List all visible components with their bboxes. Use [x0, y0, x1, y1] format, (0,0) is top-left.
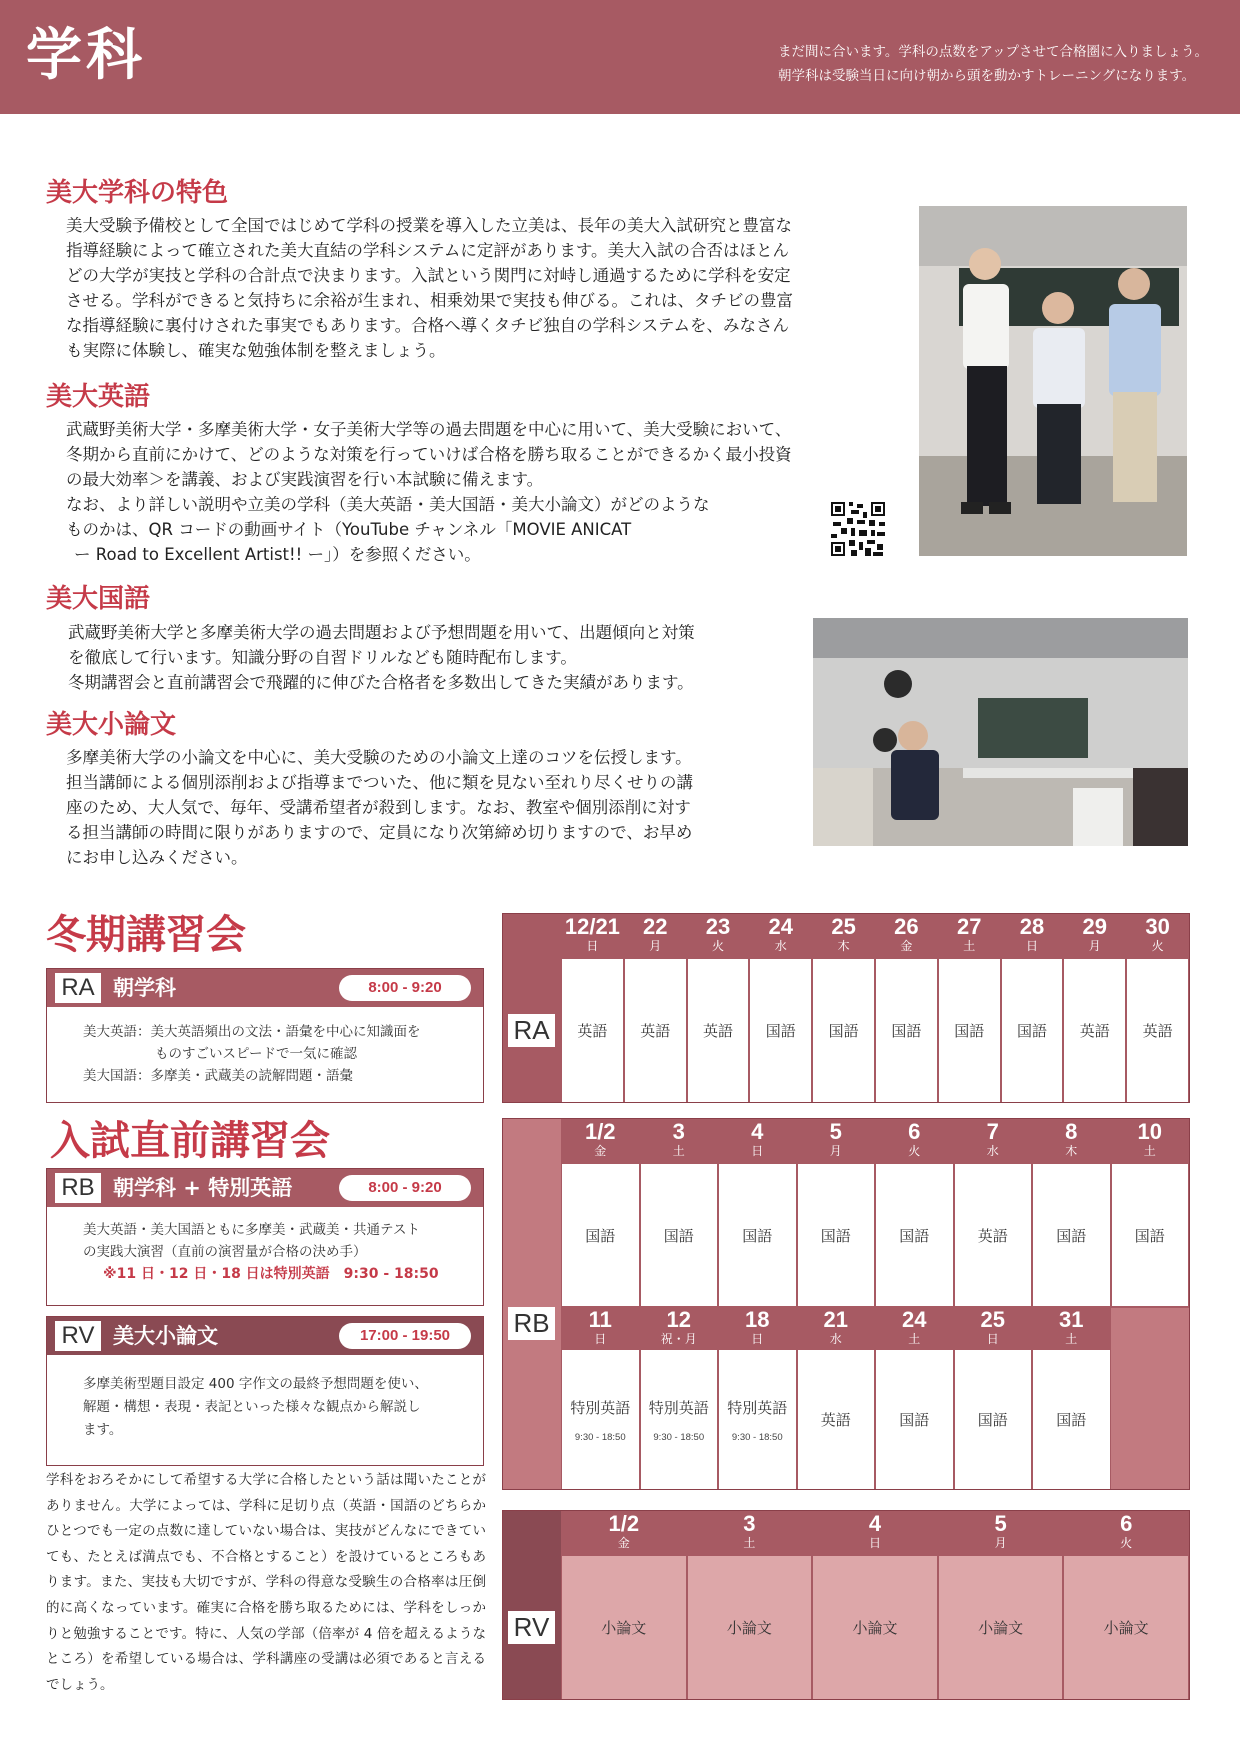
desc-text: 美大英語頻出の文法・語彙を中心に知識面を [150, 1024, 421, 1040]
subject-label: 国語 [742, 1226, 773, 1245]
pre-exam-title: 入試直前講習会 [50, 1118, 330, 1164]
subject-cell [876, 959, 937, 1102]
page-title: 学科 [26, 23, 146, 88]
subject-label: 国語 [899, 1226, 930, 1245]
subject-cell [1033, 1350, 1110, 1489]
subject-cell [562, 959, 623, 1102]
subject-label: 国語 [899, 1411, 930, 1429]
desc-text: 多摩美術型題目設定 400 字作文の最終予想問題を使い、 [83, 1376, 428, 1392]
desc-label: 美大国語： [83, 1068, 151, 1084]
desc-text: 多摩美・武蔵美の読解問題・語彙 [150, 1068, 353, 1084]
weekday: 月 [1088, 939, 1101, 953]
date-header [561, 1120, 640, 1164]
weekday: 金 [900, 939, 913, 953]
text-line: 美大受験予備校として全国ではじめて学科の授業を導入した立美は、長年の美大入試研究と豊富な [66, 216, 792, 235]
date-header [938, 1512, 1064, 1556]
weekday: 金 [594, 1144, 607, 1158]
subject-label: 英語 [820, 1411, 851, 1429]
date-header [687, 1512, 813, 1556]
subject-cell [939, 1556, 1063, 1699]
english-title: 美大英語 [46, 382, 151, 412]
weekday: 水 [774, 939, 787, 953]
date-header [561, 1512, 687, 1556]
weekday: 火 [908, 1144, 921, 1158]
date-number: 5 [829, 1119, 842, 1144]
subject-cell [798, 1350, 875, 1489]
date-number: 3 [672, 1119, 685, 1144]
course-name: 朝学科 + 特別英語 [113, 1176, 293, 1200]
weekday: 土 [743, 1536, 756, 1550]
weekday: 日 [1025, 939, 1038, 953]
weekday: 金 [617, 1536, 630, 1550]
subject-cell [562, 1164, 639, 1306]
subject-cell [1033, 1164, 1110, 1306]
weekday: 月 [649, 939, 662, 953]
desc-text: ます。 [83, 1422, 123, 1438]
text-line: も実際に体験し、確実な勉強体制を整えましょう。 [66, 341, 446, 360]
weekday: 日 [868, 1536, 881, 1550]
date-header [938, 915, 1001, 959]
weekday: 日 [751, 1144, 764, 1158]
intro-line: 朝学科は受験当日に向け朝から頭を動かすトレーニングになります。 [778, 68, 1196, 84]
course-code: RV [55, 1321, 101, 1351]
subject-cell [688, 959, 749, 1102]
empty-cell [1111, 1308, 1190, 1489]
course-desc [47, 1007, 483, 1095]
schedule-side [503, 1119, 561, 1489]
date-number: 25 [831, 914, 856, 939]
subject-cell [813, 1556, 937, 1699]
date-number: 5 [994, 1511, 1007, 1536]
date-header [561, 915, 624, 959]
course-bar [47, 1169, 483, 1207]
winter-title: 冬期講習会 [46, 912, 246, 958]
date-number: 31 [1059, 1307, 1084, 1332]
desc-text: 解題・構想・表現・表記といった様々な観点から解説し [83, 1399, 421, 1415]
date-header [1001, 915, 1064, 959]
date-number: 7 [986, 1119, 999, 1144]
text-line: なお、より詳しい説明や立美の学科（美大英語・美大国語・美大小論文）がどのような [66, 495, 710, 514]
text-line: 担当講師による個別添削および指導までついた、他に類を見ない至れり尽くせりの講 [66, 773, 693, 792]
date-number: 27 [956, 914, 982, 939]
subject-label: 英語 [1079, 1022, 1110, 1040]
course-name: 美大小論文 [113, 1324, 218, 1348]
subject-cell [1064, 959, 1125, 1102]
desc-text: 美大英語・美大国語ともに多摩美・武蔵美・共通テスト [83, 1222, 420, 1238]
date-header [875, 915, 938, 959]
subject-cell [641, 1350, 718, 1489]
date-number: 24 [902, 1307, 927, 1332]
date-header [875, 1308, 954, 1350]
subject-cell [876, 1164, 953, 1306]
date-header [640, 1308, 719, 1350]
subject-cell [641, 1164, 718, 1306]
weekday: 月 [829, 1144, 842, 1158]
date-number: 29 [1082, 914, 1108, 939]
date-header [1063, 915, 1126, 959]
date-number: 6 [908, 1119, 921, 1144]
date-number: 28 [1019, 914, 1045, 939]
subject-cell [750, 959, 811, 1102]
text-line: 武蔵野美術大学と多摩美術大学の過去問題および予想問題を用いて、出題傾向と対策 [68, 623, 695, 642]
feature-title: 美大学科の特色 [46, 178, 229, 208]
subject-label: 国語 [1056, 1411, 1087, 1429]
date-header [718, 1308, 797, 1350]
date-number: 30 [1145, 914, 1170, 939]
feature-body [66, 213, 896, 363]
classroom-photo [813, 618, 1188, 846]
text-line: 座のため、大人気で、毎年、受講希望者が殺到します。なお、教室や個別添削に対す [66, 798, 691, 817]
course-time: 17:00 - 19:50 [339, 1323, 471, 1349]
date-number: 12 [666, 1307, 691, 1332]
date-header [749, 915, 812, 959]
weekday: 日 [586, 939, 599, 953]
subject-label: 国語 [820, 1226, 851, 1245]
weekday: 土 [1143, 1144, 1156, 1158]
desc-label: 美大英語： [83, 1024, 151, 1040]
subject-label: 英語 [577, 1022, 608, 1040]
schedule-rb [502, 1118, 1190, 1490]
subject-label: 小論文 [852, 1619, 898, 1637]
subject-label: 国語 [1056, 1226, 1087, 1245]
date-number: 4 [868, 1511, 882, 1536]
text-line: 冬期から直前にかけて、どのような対策を行っていけば合格を勝ち取ることができるかく最小投資 [66, 445, 792, 464]
schedule-rv [502, 1510, 1190, 1700]
subject-cell [1064, 1556, 1188, 1699]
subject-cell [625, 959, 686, 1102]
subject-time: 9:30 - 18:50 [653, 1431, 705, 1443]
subject-label: 小論文 [726, 1619, 772, 1637]
subject-cell [1112, 1164, 1189, 1306]
course-bar [47, 1317, 483, 1355]
text-line: にお申し込みください。 [66, 848, 248, 867]
subject-cell [1002, 959, 1063, 1102]
subject-label: 小論文 [601, 1619, 647, 1637]
date-number: 4 [751, 1119, 764, 1144]
schedule-side [503, 1511, 561, 1699]
subject-cell [688, 1556, 812, 1699]
date-number: 25 [980, 1307, 1005, 1332]
date-header [875, 1120, 954, 1164]
qr-code-icon[interactable] [829, 500, 887, 558]
subject-label: 国語 [977, 1411, 1008, 1429]
date-header [954, 1308, 1033, 1350]
subject-cell [562, 1556, 686, 1699]
desc-text: の実践大演習（直前の演習量が合格の決め手） [83, 1244, 367, 1260]
header-intro [778, 40, 1208, 88]
intro-line: まだ間に合います。学科の点数をアップさせて合格圏に入りましょう。 [778, 44, 1208, 60]
course-code: RA [55, 973, 101, 1003]
text-line: の最大効率＞を講義、および実践演習を行い本試験に備えます。 [66, 470, 544, 489]
date-header [561, 1308, 640, 1350]
date-number: 8 [1065, 1119, 1078, 1144]
date-header [954, 1120, 1033, 1164]
schedule-code: RA [508, 1014, 555, 1047]
date-header [1063, 1512, 1189, 1556]
page-header [0, 0, 1240, 114]
date-header [1126, 915, 1189, 959]
subject-label: 国語 [1016, 1022, 1047, 1040]
subject-time: 9:30 - 18:50 [731, 1431, 783, 1443]
date-header [1111, 1120, 1190, 1164]
text-line: を徹底して行います。知識分野の自習ドリルなども随時配布します。 [68, 648, 577, 667]
text-line: 冬期講習会と直前講習会で飛躍的に伸びた合格者を多数出してきた実績があります。 [68, 673, 694, 692]
subject-cell [939, 959, 1000, 1102]
date-number: 6 [1120, 1511, 1133, 1536]
japanese-body [68, 620, 808, 695]
subject-cell [955, 1164, 1032, 1306]
subject-label: 特別英語 [648, 1398, 709, 1417]
course-code: RB [55, 1173, 101, 1203]
date-number: 11 [588, 1307, 612, 1332]
date-number: 23 [705, 914, 731, 939]
subject-label: 国語 [663, 1226, 694, 1245]
subject-cell [798, 1164, 875, 1306]
text-line: ー Road to Excellent Artist!! ー」）を参照ください。 [74, 545, 481, 564]
date-number: 18 [745, 1307, 770, 1332]
teachers-photo [919, 206, 1187, 556]
course-rb [46, 1168, 484, 1306]
schedule-side [503, 914, 561, 1102]
schedule-ra [502, 913, 1190, 1103]
course-desc [47, 1355, 483, 1450]
subject-cell [1127, 959, 1188, 1102]
subject-label: 国語 [828, 1022, 859, 1040]
subject-cell [876, 1350, 953, 1489]
subject-cell [813, 959, 874, 1102]
text-line: させる。学科ができると気持ちに余裕が生まれ、相乗効果で実技も伸びる。これは、タチビの豊富 [66, 291, 793, 310]
subject-time: 9:30 - 18:50 [574, 1431, 626, 1443]
date-number: 3 [743, 1511, 756, 1536]
date-number: 26 [894, 914, 919, 939]
weekday: 日 [751, 1332, 764, 1346]
weekday: 水 [986, 1144, 999, 1158]
course-time: 8:00 - 9:20 [339, 1175, 471, 1201]
course-desc [47, 1207, 483, 1293]
course-rv [46, 1316, 484, 1466]
date-number: 1/2 [608, 1511, 640, 1536]
schedule-code: RV [508, 1611, 555, 1644]
weekday: 土 [908, 1332, 921, 1346]
essay-body [66, 745, 806, 870]
date-header [797, 1120, 876, 1164]
subject-label: 小論文 [1103, 1619, 1149, 1637]
weekday: 月 [994, 1536, 1007, 1550]
date-header [1032, 1308, 1111, 1350]
weekday: 火 [711, 939, 724, 953]
subject-label: 英語 [640, 1022, 671, 1040]
text-line: な指導経験に裏付けされた事実でもあります。合格へ導くタチビ独自の学科システムを、みなさん [66, 316, 790, 335]
english-body [66, 417, 906, 567]
weekday: 祝・月 [660, 1332, 697, 1346]
date-number: 1/2 [584, 1119, 616, 1144]
date-header [624, 915, 687, 959]
subject-label: 国語 [891, 1022, 922, 1040]
weekday: 火 [1120, 1536, 1133, 1550]
weekday: 火 [1151, 939, 1164, 953]
text-line: 指導経験によって確立された美大直結の学科システムに定評があります。美大入試の合否はほとん [66, 241, 790, 260]
date-header [797, 1308, 876, 1350]
course-name: 朝学科 [113, 976, 176, 1000]
subject-label: 特別英語 [570, 1398, 631, 1417]
weekday: 水 [829, 1332, 842, 1346]
course-ra [46, 968, 484, 1103]
date-number: 21 [823, 1307, 848, 1332]
japanese-title: 美大国語 [46, 584, 151, 614]
subject-label: 国語 [765, 1022, 796, 1040]
text-line: 多摩美術大学の小論文を中心に、美大受験のための小論文上達のコツを伝授します。 [66, 748, 692, 767]
weekday: 土 [672, 1144, 685, 1158]
weekday: 木 [1065, 1144, 1078, 1158]
subject-label: 国語 [954, 1022, 985, 1040]
text-line: る担当講師の時間に限りがありますので、定員になり次第締め切りますので、お早め [66, 823, 693, 842]
weekday: 日 [594, 1332, 607, 1346]
date-header [687, 915, 750, 959]
course-time: 8:00 - 9:20 [339, 975, 471, 1001]
subject-cell [719, 1164, 796, 1306]
special-english-note: ※11 日・12 日・18 日は特別英語 9:30 - 18:50 [103, 1266, 439, 1282]
weekday: 日 [986, 1332, 999, 1346]
date-header [640, 1120, 719, 1164]
weekday: 土 [1065, 1332, 1078, 1346]
date-header [812, 1512, 938, 1556]
essay-title: 美大小論文 [46, 710, 177, 740]
subject-label: 英語 [702, 1022, 733, 1040]
date-header [1032, 1120, 1111, 1164]
closing-paragraph: 学科をおろそかにして希望する大学に合格したという話は聞いたことがありません。大学によっては、学科に足切り点（英語・国語のどちらかひとつでも一定の点数に達していない場合は、実技がどんなにできていても、たとえば満点でも、不合格とすること）を設けているところもあります。また、実技も大切ですが、学科の得意な受験生の合格率は圧倒的に高くなっています。確実に合格を勝ち取るためには、学科をしっかりと勉強することです。特に、人気の学部（倍率が 4 倍を超えるようなところ）を希望している場合は、学科講座の受講は必須であると言えるでしょう。 [46, 1472, 486, 1693]
course-bar [47, 969, 483, 1007]
desc-text: ものすごいスピードで一気に確認 [155, 1046, 357, 1062]
schedule-code: RB [508, 1307, 555, 1340]
weekday: 木 [837, 939, 850, 953]
date-number: 24 [768, 914, 794, 939]
date-number: 10 [1137, 1119, 1162, 1144]
date-header [718, 1120, 797, 1164]
text-line: 武蔵野美術大学・多摩美術大学・女子美術大学等の過去問題を中心に用いて、美大受験において、 [66, 420, 792, 439]
subject-label: 特別英語 [727, 1398, 788, 1417]
subject-label: 国語 [1134, 1226, 1165, 1245]
subject-cell [719, 1350, 796, 1489]
text-line: ものかは、QR コードの動画サイト（YouTube チャンネル「MOVIE ANICAT [66, 520, 632, 539]
subject-cell [955, 1350, 1032, 1489]
subject-label: 英語 [977, 1226, 1008, 1245]
weekday: 土 [963, 939, 976, 953]
date-header [812, 915, 875, 959]
date-number: 22 [642, 914, 668, 939]
subject-label: 小論文 [978, 1619, 1024, 1637]
date-number: 12/21 [564, 914, 620, 939]
subject-label: 英語 [1142, 1022, 1173, 1040]
text-line: どの大学が実技と学科の合計点で決まります。入試という関門に対峙し通過するために学科を安定 [66, 266, 791, 285]
subject-cell [562, 1350, 639, 1489]
subject-label: 国語 [585, 1226, 616, 1245]
